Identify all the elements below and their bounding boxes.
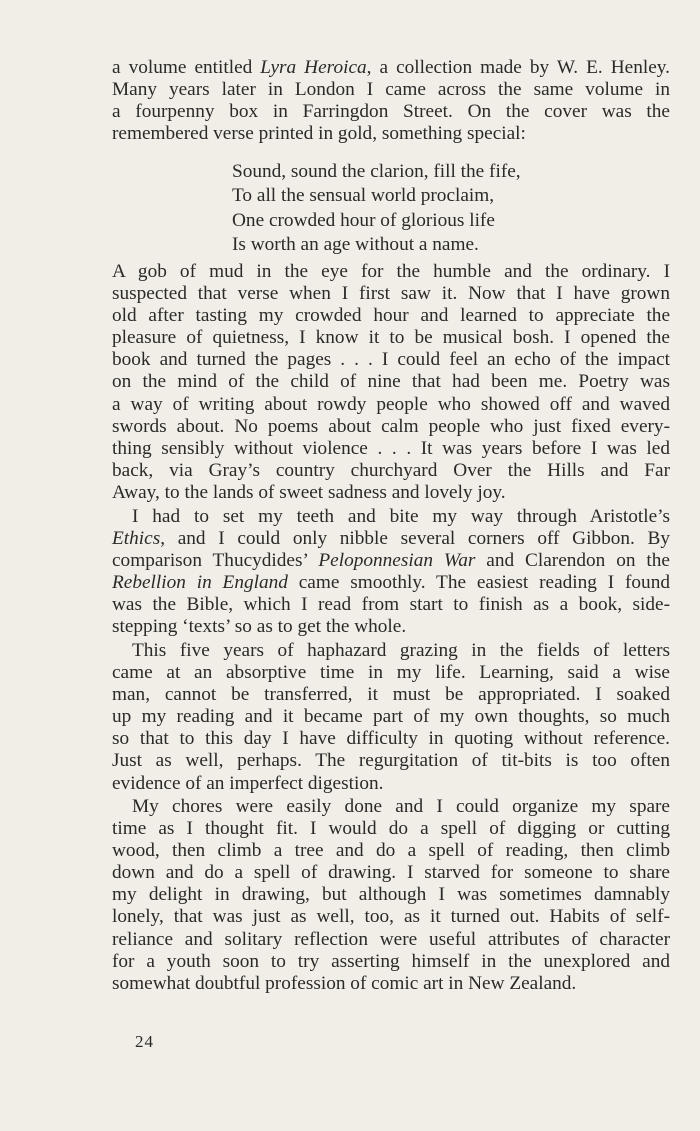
text-line: comparison Thucydides’ Peloponnesian War and Clarendon on the: [112, 550, 670, 572]
text-line: my delight in drawing, but although I was sometimes damnably: [112, 884, 670, 906]
paragraph-4: [112, 796, 670, 995]
text-line: Away, to the lands of sweet sadness and lovely joy.: [112, 481, 506, 503]
book-title: Lyra Heroica: [260, 57, 367, 78]
text-line: time as I thought fit. I would do a spell of digging or cutting: [112, 818, 670, 840]
text-line: thing sensibly without violence . . . It was years before I was led: [112, 437, 670, 459]
text-line: a volume entitled Lyra Heroica, a collection made by W. E. Henley.: [112, 57, 670, 78]
text-line: stepping ‘texts’ so as to get the whole.: [112, 616, 407, 638]
text-line: old after tasting my crowded hour and learned to appreciate the: [112, 305, 670, 327]
text-line: came at an absorptive time in my life. Learning, said a wise: [112, 662, 670, 684]
text-line: up my reading and it became part of my own thoughts, so much: [112, 706, 670, 728]
text-line: wood, then climb a tree and do a spell of reading, then climb: [112, 840, 670, 862]
paragraph-2: [112, 506, 670, 639]
text-line: pleasure of quietness, I know it to be musical bosh. I opened the: [112, 327, 670, 349]
intro-paragraph: [112, 57, 670, 145]
verse-line: Is worth an age without a name.: [232, 233, 479, 255]
book-title: Rebellion in England: [112, 572, 288, 594]
text-line: somewhat doubtful profession of comic art in New Zealand.: [112, 972, 577, 994]
book-title: Ethics: [112, 528, 161, 550]
verse-line: One crowded hour of glorious life: [232, 209, 495, 231]
verse-line: Sound, sound the clarion, fill the fife,: [232, 161, 521, 182]
text-line: Many years later in London I came across the same volume in: [112, 79, 670, 101]
text-line: for a youth soon to try asserting himself in the unexplored and: [112, 950, 670, 972]
text-line: swords about. No poems about calm people who just fixed every-: [112, 415, 670, 437]
page-number: 24: [135, 1032, 154, 1051]
text-line: Rebellion in England came smoothly. The easiest reading I found: [112, 572, 670, 594]
text-line: evidence of an imperfect digestion.: [112, 772, 384, 794]
text-line: was the Bible, which I read from start to finish as a book, side-: [112, 594, 670, 616]
text-line: suspected that verse when I first saw it. Now that I have grown: [112, 283, 670, 305]
text-line: This five years of haphazard grazing in the fields of letters: [132, 640, 670, 661]
text-line: My chores were easily done and I could organize my spare: [132, 796, 670, 817]
verse-line: To all the sensual world proclaim,: [232, 185, 495, 207]
text-line: I had to set my teeth and bite my way through Aristotle’s: [132, 506, 670, 527]
text-line: so that to this day I have difficulty in quoting without reference.: [112, 728, 670, 750]
verse-quote: [232, 160, 572, 257]
paragraph-1: [112, 261, 670, 504]
text-line: man, cannot be transferred, it must be appropriated. I soaked: [112, 684, 670, 706]
text-line: remembered verse printed in gold, something special:: [112, 123, 526, 145]
text-line: Just as well, perhaps. The regurgitation of tit-bits is too often: [112, 750, 670, 772]
text-line: on the mind of the child of nine that had been me. Poetry was: [112, 371, 670, 393]
book-title: Peloponnesian War: [318, 550, 476, 572]
text-line: reliance and solitary reflection were useful attributes of character: [112, 928, 670, 950]
paragraph-3: [112, 640, 670, 795]
text-line: down and do a spell of drawing. I starved for someone to share: [112, 862, 670, 884]
text-line: lonely, that was just as well, too, as it turned out. Habits of self-: [112, 906, 670, 928]
text-line: back, via Gray’s country churchyard Over the Hills and Far: [112, 459, 670, 481]
text-line: book and turned the pages . . . I could feel an echo of the impact: [112, 349, 670, 371]
text-line: Ethics, and I could only nibble several corners off Gibbon. By: [112, 528, 670, 550]
text-line: a fourpenny box in Farringdon Street. On the cover was the: [112, 101, 670, 123]
text-line: A gob of mud in the eye for the humble and the ordinary. I: [112, 261, 670, 282]
text-line: a way of writing about rowdy people who showed off and waved: [112, 393, 670, 415]
